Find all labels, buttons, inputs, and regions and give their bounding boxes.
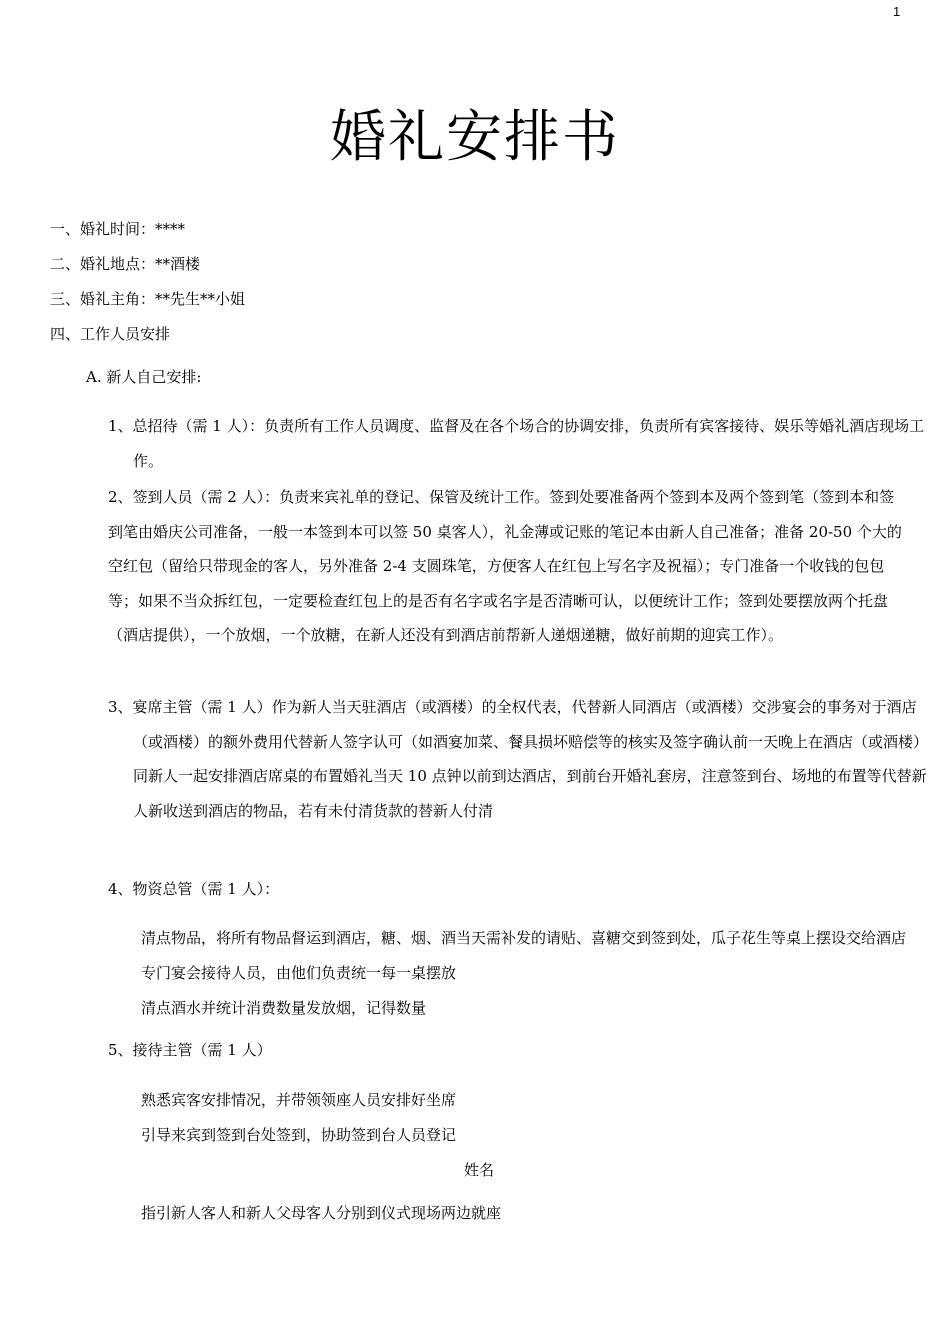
- section-wedding-time: 一、婚礼时间：****: [50, 220, 186, 238]
- subsection-a-heading: A. 新人自己安排:: [86, 368, 202, 386]
- section-wedding-venue: 二、婚礼地点：**酒楼: [50, 255, 201, 273]
- item-5-reception-manager: 5、接待主管（需 1 人）: [108, 1041, 272, 1059]
- section-wedding-couple: 三、婚礼主角：**先生**小姐: [50, 290, 246, 308]
- item-3-banquet-manager: 3、宴席主管（需 1 人）作为新人当天驻酒店（或酒楼）的全权代表，代替新人同酒店（或酒楼）交涉宴会的事务对于酒店（或酒楼）的额外费用代替新人签字认可（如酒宴加菜、餐具损坏赔偿等的核实及签字确认前一天晚上在酒店（或酒楼）同新人一起安排酒店席桌的布置婚礼当天 10 点钟以前到达酒店，到前台开婚礼套房，注意签到台、场地的布置等代替新人新收送到酒店的物品，若有未付清货款的替新人付清: [108, 698, 929, 820]
- item-2-text: 2、签到人员（需 2 人）：负责来宾礼单的登记、保管及统计工作。签到处要准备两个签到本及两个签到笔（签到本和签到笔由婚庆公司准备，一般一本签到本可以签 50 桌客人），礼金薄或记账的笔记本由新人自己准备；准备 20-50 个大的空红包（留给只带现金的客人，另外准备 2-4 支圆珠笔，方便客人在红包上写名字及祝福）；专门准备一个收钱的包包等；如果不当众拆红包，一定要检查红包上的是否有名字或名字是否清晰可认，以便统计工作；签到处要摆放两个托盘（酒店提供），一个放烟，一个放糖，在新人还没有到酒店前帮新人递烟递糖，做好前期的迎宾工作）。: [108, 488, 902, 644]
- item-5-detail-guide-guests: 指引新人客人和新人父母客人分别到仪式现场两边就座: [141, 1204, 502, 1222]
- item-1-chief-host: 1、总招待（需 1 人）：负责所有工作人员调度、监督及在各个场合的协调安排，负责所有宾客接待、娱乐等婚礼酒店现场工作。: [108, 417, 925, 470]
- page-number: 1: [893, 4, 901, 19]
- item-4-detail-checklist: 清点物品，将所有物品督运到酒店，糖、烟、酒当天需补发的请贴、喜糖交到签到处，瓜子花生等桌上摆设交给酒店专门宴会接待人员，由他们负责统一每一桌摆放: [141, 929, 907, 982]
- item-5-detail-sign-in: 引导来宾到签到台处签到，协助签到台人员登记: [141, 1126, 457, 1144]
- item-4-supplies-manager: 4、物资总管（需 1 人）：: [108, 880, 280, 898]
- item-5-detail-seating: 熟悉宾客安排情况，并带领领座人员安排好坐席: [141, 1091, 457, 1109]
- item-2-sign-in-staff: [108, 480, 908, 653]
- item-5-detail-name-continued: 姓名: [464, 1161, 495, 1179]
- section-staff-arrangement: 四、工作人员安排: [50, 325, 171, 343]
- document-title: 婚礼安排书: [330, 105, 620, 170]
- item-4-detail-drinks: 清点酒水并统计消费数量发放烟，记得数量: [141, 999, 427, 1017]
